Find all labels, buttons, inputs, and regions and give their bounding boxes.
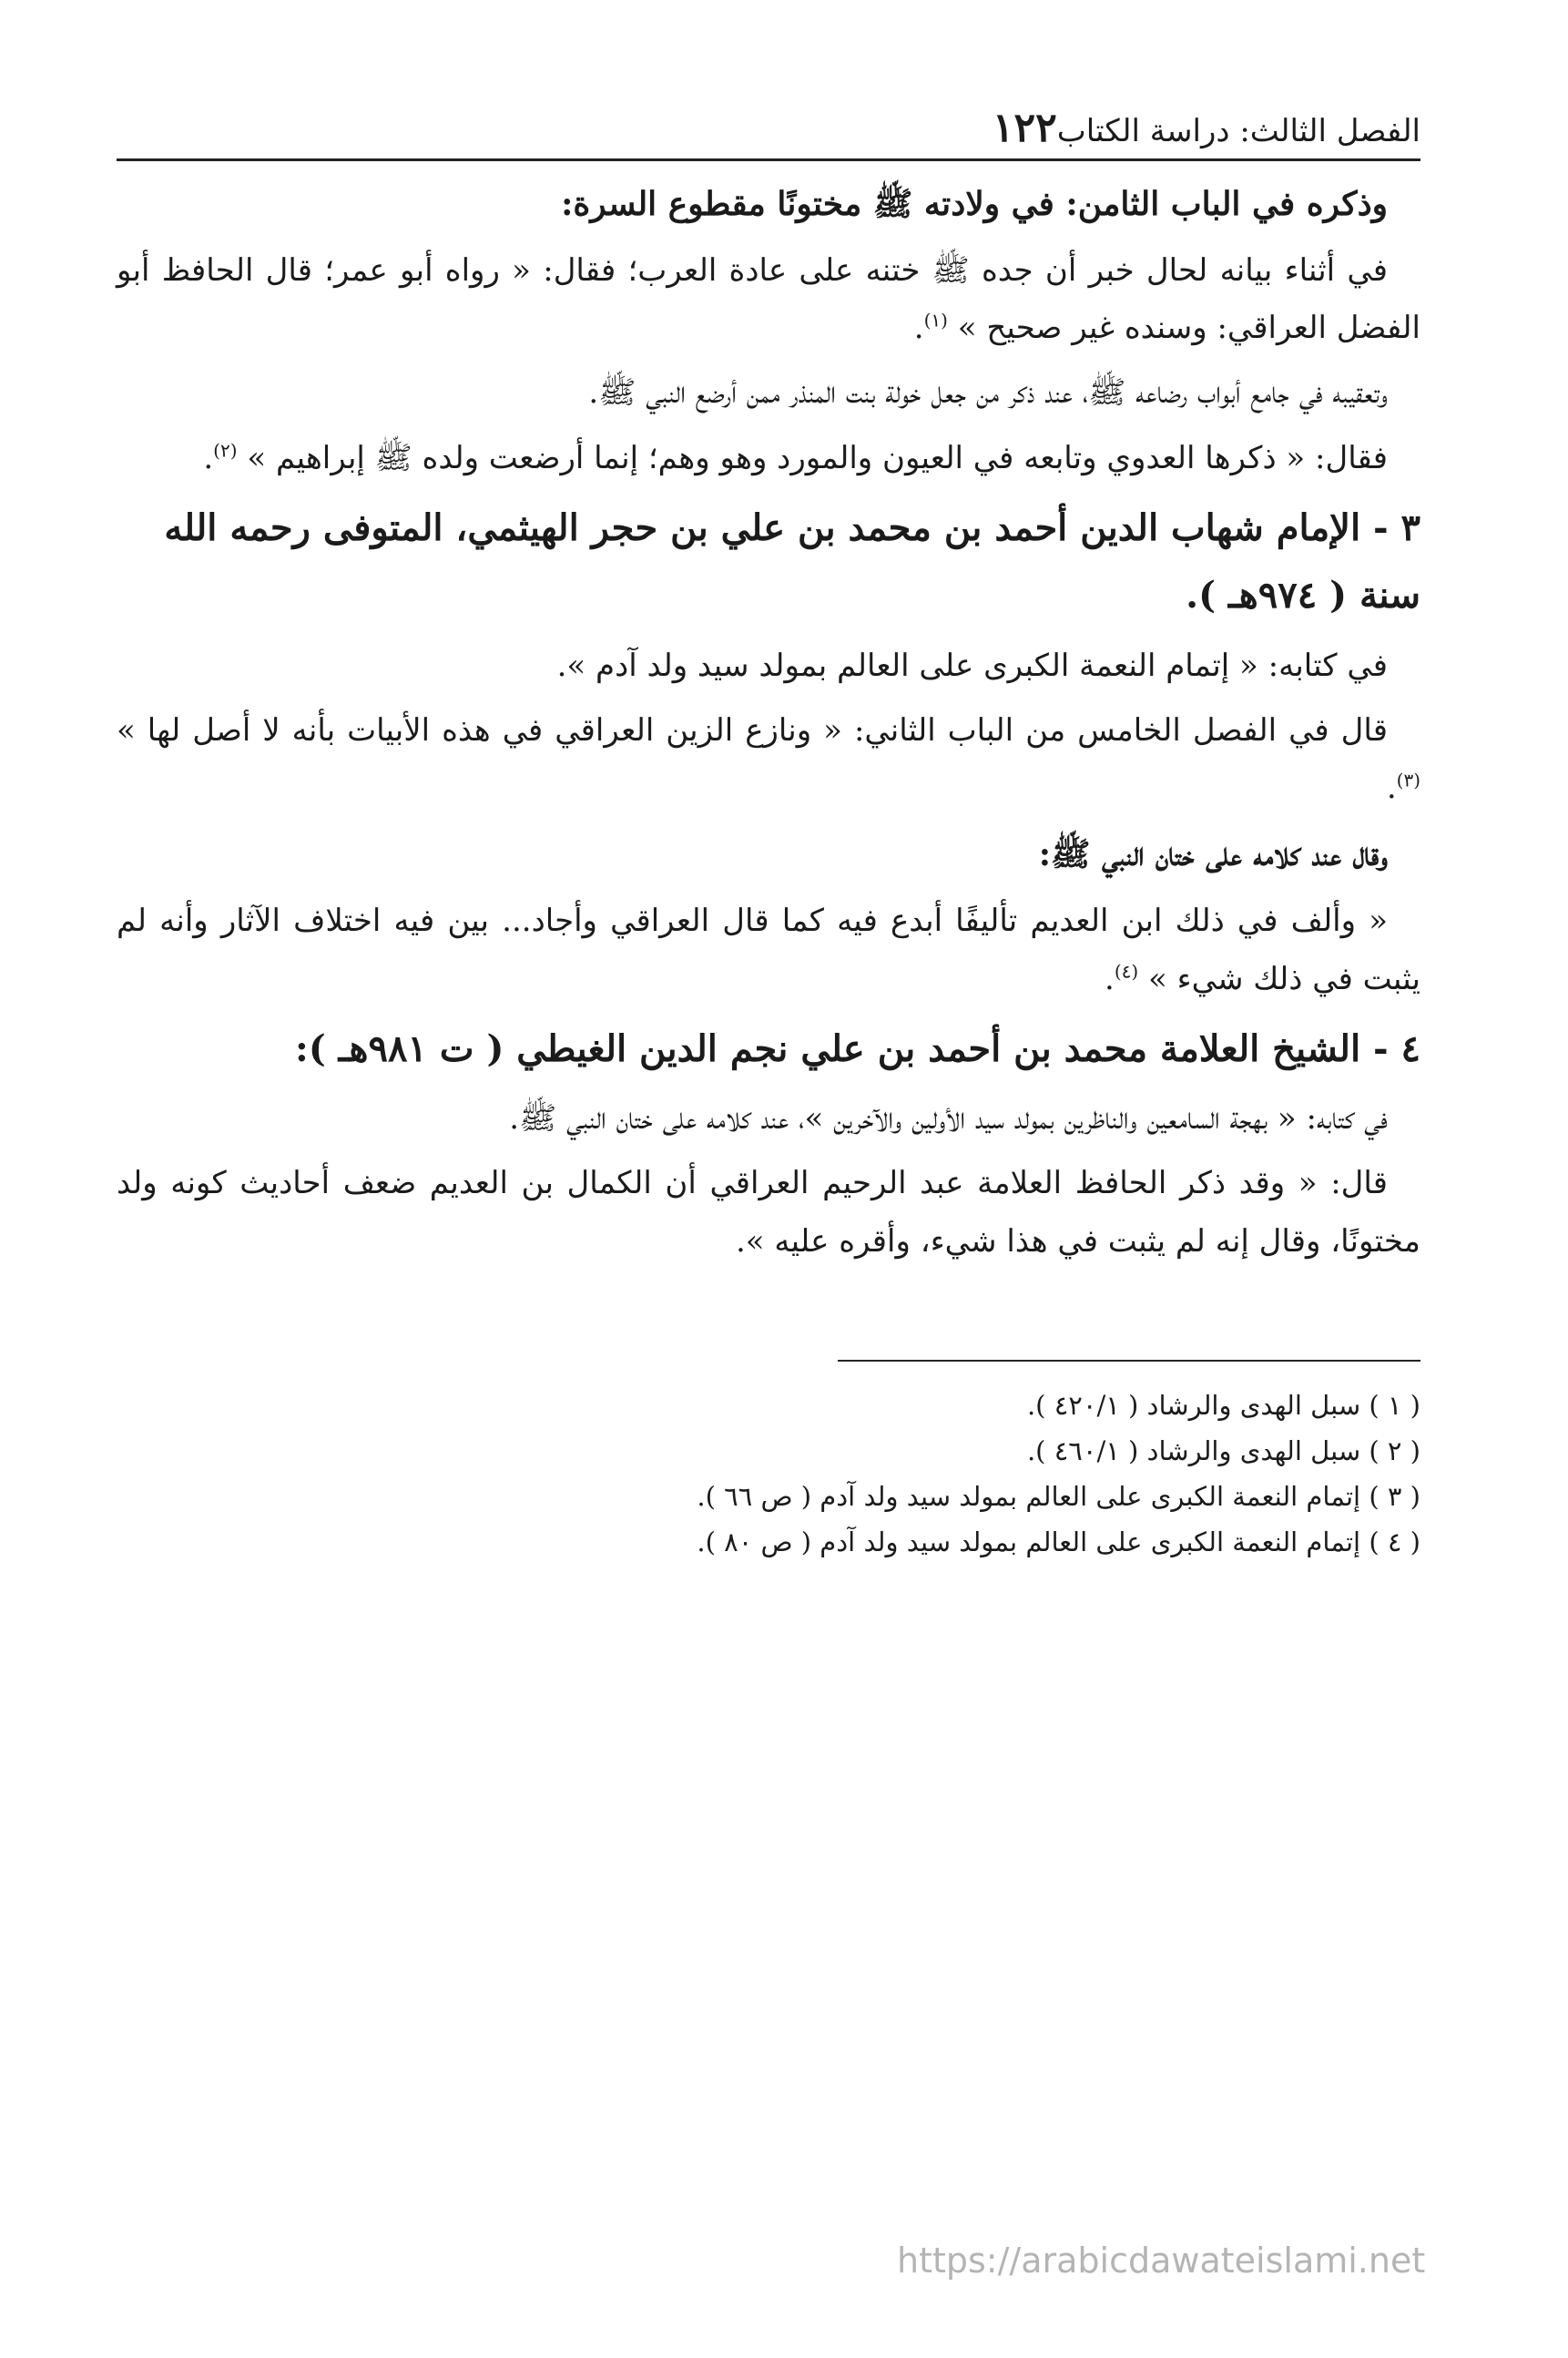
paragraph: فقال: « ذكرها العدوي وتابعه في العيون والمورد وهو وهم؛ إنما أرضعت ولده ﷺ إبراهيم » $^{(٢)}$. [203, 439, 1388, 476]
paragraph [117, 1155, 1420, 1270]
paragraph: في أثناء بيانه لحال خبر أن جده ﷺ ختنه على عادة العرب؛ فقال: « رواه أبو عمر؛ قال الحافظ أبو الفضل العراقي: وسنده غير صحيح » $^{(١)}$. [117, 251, 1420, 347]
paragraph [117, 364, 1420, 422]
footnote: ( ٢ ) سبل الهدى والرشاد ( ٤٦٠/١ ). [1026, 1434, 1420, 1466]
section-subheading [117, 824, 1420, 885]
paragraph-text: قال: « وقد ذكر الحافظ العلامة عبد الرحيم العراقي أن الكمال بن العديم ضعف أحاديث كونه ولد مختونًا، وقال إنه لم يثبت في هذا شيء، وأقره عليه ». [117, 1165, 1420, 1260]
footnote: ( ٤ ) إتمام النعمة الكبرى على العالم بمولد سيد ولد آدم ( ص ٨٠ ). [697, 1526, 1420, 1557]
paragraph-text: « وألف في ذلك ابن العديم تأليفًا أبدع فيه كما قال العراقي وأجاد... بين فيه اختلاف الآثار وأنه لم يثبت في ذلك شيء » [117, 903, 1420, 997]
footnotes [117, 1383, 1420, 1566]
paragraph-text: في كتابه: « بهجة السامعين والناظرين بمولد سيد الأولين والآخرين »، عند كلامه على ختان النبي ﷺ. [509, 1100, 1388, 1138]
book-page [117, 87, 1420, 2328]
footnote-ref: (١) [923, 309, 948, 332]
section-heading [117, 495, 1420, 630]
paragraph-text: في أثناء بيانه لحال خبر أن جده ﷺ ختنه على عادة العرب؛ فقال: « رواه أبو عمر؛ قال الحافظ أبو الفضل العراقي: وسنده غير صحيح » [117, 251, 1420, 347]
footnote-ref: (٣) [1396, 769, 1420, 791]
paragraph [117, 1090, 1420, 1148]
section-heading-text: ٤ - الشيخ العلامة محمد بن أحمد بن علي نجم الدين الغيطي ( ت ٩٨١هـ ): [295, 1026, 1420, 1070]
chapter-title: الفصل الثالث: دراسة الكتاب [1056, 113, 1420, 149]
paragraph [117, 638, 1420, 695]
main-text [117, 174, 1420, 1271]
footnote-ref: (٤) [1114, 960, 1139, 983]
footnote: ( ٣ ) إتمام النعمة الكبرى على العالم بمولد سيد ولد آدم ( ص ٦٦ ). [697, 1480, 1420, 1512]
paragraph-text: في كتابه: « إتمام النعمة الكبرى على العالم بمولد سيد ولد آدم ». [556, 647, 1388, 684]
footnote: ( ١ ) سبل الهدى والرشاد ( ٤٢٠/١ ). [1026, 1389, 1420, 1421]
section-heading-text: ٣ - الإمام شهاب الدين أحمد بن محمد بن علي بن حجر الهيثمي، المتوفى رحمه الله سنة ( ٩٧٤هـ ). [164, 505, 1420, 618]
section-heading [117, 1016, 1420, 1083]
paragraph-text: وتعقيبه في جامع أبواب رضاعه ﷺ، عند ذكر من جعل خولة بنت المنذر ممن أرضع النبي ﷺ. [588, 374, 1388, 412]
paragraph-text: قال في الفصل الخامس من الباب الثاني: « ونازع الزين العراقي في هذه الأبيات بأنه لا أصل لها » [117, 711, 1388, 749]
subheading-text: وذكره في الباب الثامن: في ولادته ﷺ مختونًا مقطوع السرة: [561, 185, 1388, 223]
paragraph-text: فقال: « ذكرها العدوي وتابعه في العيون والمورد وهو وهم؛ إنما أرضعت ولده ﷺ إبراهيم » [247, 439, 1388, 476]
watermark-url: https://arabicdawateislami.net [897, 2241, 1426, 2281]
footnote-ref: (٢) [213, 439, 238, 462]
paragraph: قال في الفصل الخامس من الباب الثاني: « ونازع الزين العراقي في هذه الأبيات بأنه لا أصل لها » $^{(٣)}$. [117, 711, 1420, 807]
footnote-separator [838, 1360, 1420, 1362]
page-number: ١٢٢ [992, 105, 1057, 151]
paragraph: « وألف في ذلك ابن العديم تأليفًا أبدع فيه كما قال العراقي وأجاد... بين فيه اختلاف الآثار وأنه لم يثبت في ذلك شيء » $^{(٤)}$. [117, 903, 1420, 997]
section-subheading [117, 174, 1420, 235]
running-header [117, 87, 1420, 161]
subheading-text: وقال عند كلامه على ختان النبي ﷺ: [1038, 835, 1388, 874]
